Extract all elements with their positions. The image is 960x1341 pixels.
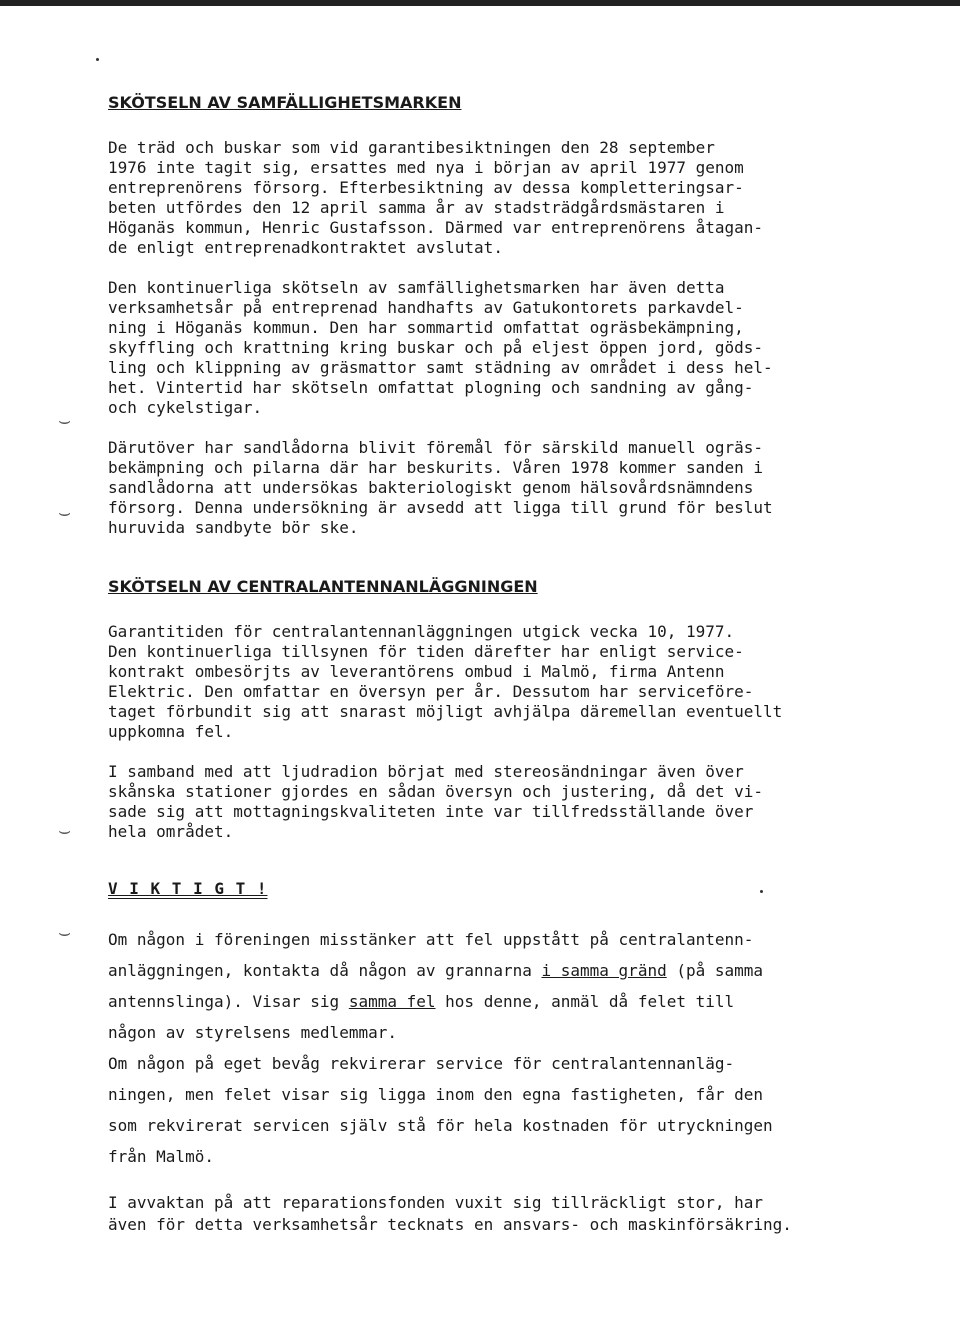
fault-report-line: (på samma [666, 961, 764, 980]
paragraph-maintenance: Den kontinuerliga skötseln av samfällighetsmarken har även detta verksamhetsår på entreprenad handhafts av Gatukontorets parkavdel- ning i Höganäs kommun. Den har sommartid omfattat ogräsbekämpning, skyffling och krattning kring buskar och på eljest öppen jord, göds- ling och klippning av gräsmattor samt städning av området i dess hel- het. Vintertid har skötseln omfattat plogning och sandning av gång- och cykelstigar. [108, 278, 773, 417]
section-heading-samfallighetsmarken: SKÖTSELN AV SAMFÄLLIGHETSMARKEN [108, 93, 462, 112]
margin-check-mark: ⌣ [58, 500, 72, 524]
paragraph-service-cost: Om någon på eget bevåg rekvirerar service för centralantennanläg- ningen, men felet visar sig ligga inom den egna fastigheten, får den som rekvirerat servicen själv stå för hela kostnaden för utryckningen från Malmö. [108, 1054, 773, 1166]
scan-speck [96, 58, 99, 61]
margin-check-mark: ⌣ [58, 920, 72, 944]
fault-report-line: någon av styrelsens medlemmar. [108, 1023, 397, 1042]
underlined-phrase: i samma gränd [541, 961, 667, 980]
paragraph-stereo: I samband med att ljudradion börjat med stereosändningar även över skånska stationer gjordes en sådan översyn och justering, då det vi- sade sig att mottagningskvaliteten inte var tillfredsställande över hela området. [108, 762, 764, 841]
scan-top-border [0, 0, 960, 6]
fault-report-line: Om någon i föreningen misstänker att fel uppstått på centralantenn- [108, 930, 754, 949]
paragraph-tree-replacement: De träd och buskar som vid garantibesiktningen den 28 september 1976 inte tagit sig, ersattes med nya i början av april 1977 genom entreprenörens försorg. Efterbesiktning av dessa kompletteringsar- beten utfördes den 12 april samma år av stadsträdgårdsmästaren i Höganäs kommun, Henric Gustafsson. Därmed var entreprenörens åtagan- de enligt entreprenadkontraktet avslutat. [108, 138, 764, 257]
fault-report-line: hos denne, anmäl då felet till [435, 992, 735, 1011]
fault-report-line: antennslinga). Visar sig [108, 992, 349, 1011]
paragraph-fault-report [108, 924, 928, 1048]
section-heading-centralantenn: SKÖTSELN AV CENTRALANTENNANLÄGGNINGEN [108, 577, 538, 596]
section-heading-viktigt: V I K T I G T ! [108, 879, 268, 898]
document-page [108, 92, 928, 1236]
underlined-phrase: samma fel [348, 992, 436, 1011]
paragraph-warranty: Garantitiden för centralantennanläggningen utgick vecka 10, 1977. Den kontinuerliga tillsynen för tiden därefter har enligt service- kontrakt ombesörjts av leverantörens ombud i Malmö, firma Antenn Elektric. Den omfattar en översyn per år. Dessutom har serviceföre- taget förbundit sig att snarast möjligt avhjälpa däremellan eventuellt uppkomna fel. [108, 622, 783, 741]
margin-check-mark: ⌣ [58, 408, 72, 432]
paragraph-insurance: I avvaktan på att reparationsfonden vuxit sig tillräckligt stor, har även för detta verksamhetsår tecknats en ansvars- och maskinförsäkring. [108, 1193, 792, 1234]
paragraph-sandboxes: Därutöver har sandlådorna blivit föremål för särskild manuell ogräs- bekämpning och pilarna där har beskurits. Våren 1978 kommer sanden i sandlådorna att undersökas bakteriologiskt genom hälsovårdsnämndens försorg. Denna undersökning är avsedd att ligga till grund för beslut huruvida sandbyte bör ske. [108, 438, 773, 537]
margin-check-mark: ⌣ [58, 818, 72, 842]
fault-report-line: anläggningen, kontakta då någon av grannarna [108, 961, 542, 980]
